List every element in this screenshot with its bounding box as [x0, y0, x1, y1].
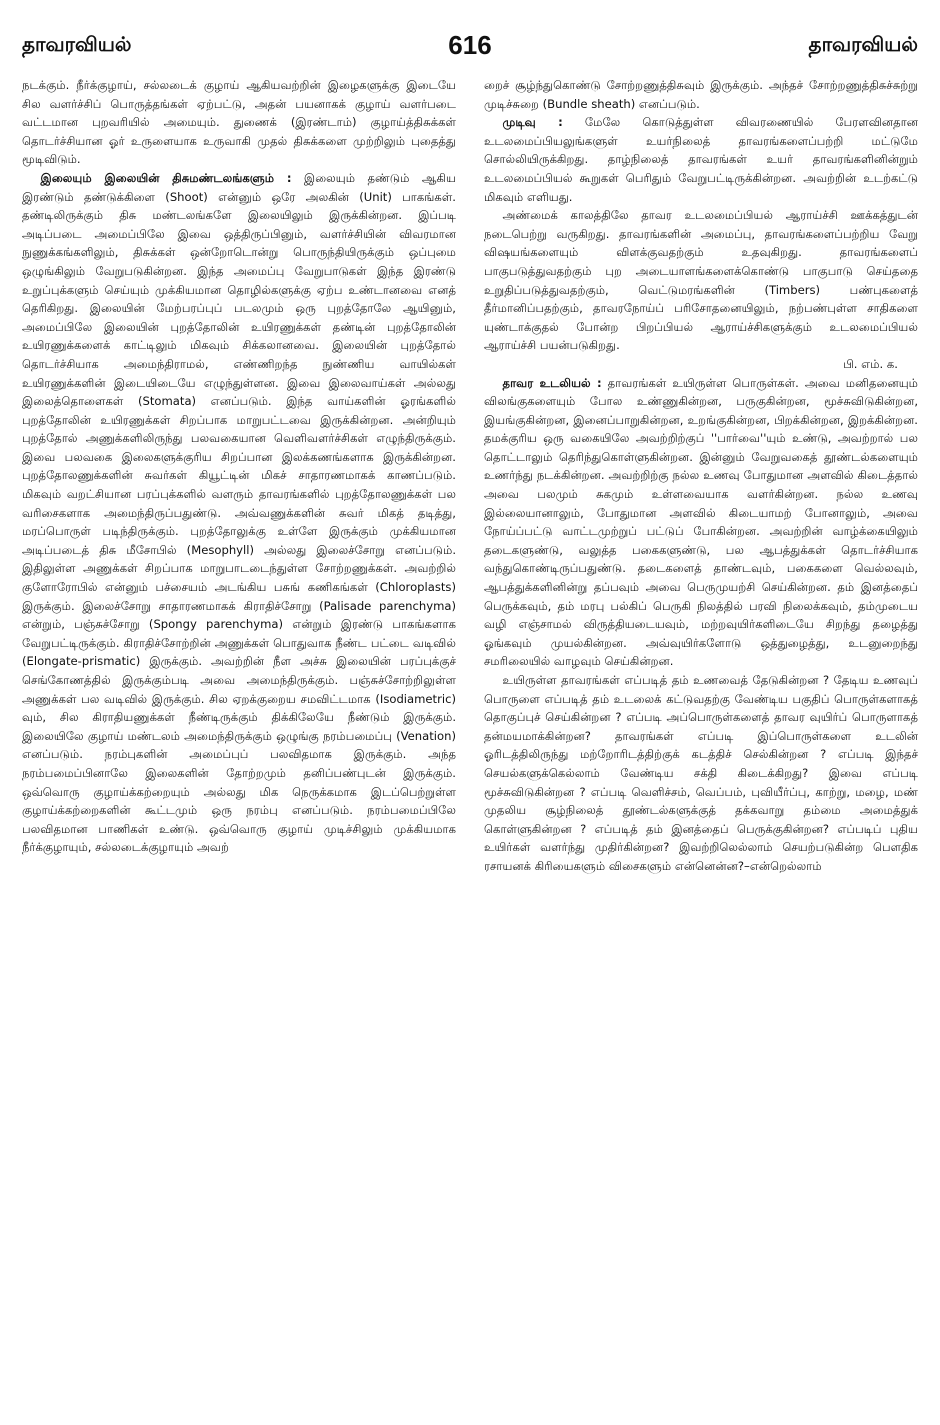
- section-heading-leaf-tissues: இலையும் இலையின் திசுமண்டலங்களும் :: [40, 170, 292, 185]
- page-header: [22, 30, 918, 64]
- right-column: [484, 76, 918, 1414]
- left-paragraph-2: [22, 169, 456, 857]
- running-title-left: தாவரவியல்: [22, 32, 132, 56]
- left-column: [22, 76, 456, 1414]
- right-paragraph-4: [484, 374, 918, 672]
- right-paragraph-2: [484, 113, 918, 206]
- right-paragraph-1: றைச் சூழ்ந்துகொண்டு சோற்றணுத்திசுவும் இருக்கும். அந்தச் சோற்றணுத்திசுச்சுற்று முடிச்சுறை (Bundle sheath) எனப்படும்.: [484, 78, 918, 111]
- page-number: 616: [448, 30, 492, 60]
- section-heading-plant-physiology: தாவர உடலியல் :: [502, 375, 602, 390]
- right-paragraph-2-body: மேலே கொடுத்துள்ள விவரணையில் பேரளவினதான உடலமைப்பியலுங்களுள் உயர்நிலைத் தாவரங்களைப்பற்றி மட்டுமே சொல்லியிருக்கிறது. தாழ்நிலைத் தாவரங்கள் உயர் தாவரங்களினின்றும் உடலமைப்பியல் கூறுகள் பெரிதும் வேறுபட்டிருக்கின்றன. அவற்றின் உடற்கட்டு மிகவும் எளியது.: [484, 115, 918, 204]
- running-title-right: தாவரவியல்: [808, 32, 918, 56]
- right-paragraph-5: உயிருள்ள தாவரங்கள் எப்படித் தம் உணவைத் தேடுகின்றன ? தேடிய உணவுப் பொருளை எப்படித் தம் உடலைக் கட்டுவதற்கு வேண்டிய பகுதிப் பொருள்களாகத் தொகுப்புச் செய்கின்றன ? எப்படி அப்பொருள்களைத் தாவர வுயிர்ப் பொருளாகத் தன்மயமாக்கின்றன? தாவரங்கள் எப்படி இப்பொருள்களை உடலின் ஓரிடத்திலிருந்து மற்றோரிடத்திற்குக் கடத்திச் செல்கின்றன ? எப்படி இந்தச் செயல்களுக்கெல்லாம் வேண்டிய சக்தி கிடைக்கிறது? இவை எப்படி மூச்சுவிடுகின்றன ? எப்படி வெளிச்சம், வெப்பம், புவியீர்ப்பு, காற்று, மழை, மண் முதலிய சூழ்நிலைத் தூண்டல்களுக்குத் தக்கவாறு தம்மை அமைத்துக் கொள்ளுகின்றன ? எப்படித் தம் இனத்தைப் பெருக்குகின்றன? எப்படிப் புதிய உயிர்கள் வளர்ந்து முதிர்கின்றன? இவற்றிலெல்லாம் செயற்படுகின்ற பௌதிக ரசாயனக் கிரியைகளும் விசைகளும் என்னென்ன?–என்றெல்லாம்: [484, 673, 918, 873]
- author-signature: பி. எம். க.: [843, 356, 898, 371]
- right-paragraph-3: அண்மைக் காலத்திலே தாவர உடலமைப்பியல் ஆராய்ச்சி ஊக்கத்துடன் நடைபெற்று வருகிறது. தாவரங்களின் அமைப்பு, தாவரங்களைப்பற்றிய வேறு விஷயங்களையும் விளக்குவதற்கும் உதவுகிறது. தாவரங்களைப் பாகுபடுத்துவதற்கும் புற அடையாளங்களைக்கொண்டு பாகுபாடு செய்ததை உறுதிப்படுத்துவதற்கும், வெட்டுமரங்களின் (Timbers) பண்புகளைத் தீர்மானிப்பதற்கும், தாவரநோய்ப் பரிசோதனையிலும், நற்பண்புள்ள சாதிகளை யுண்டாக்குதல் போன்ற பிறப்பியல் ஆராய்ச்சிகளுக்கும் உடலமைப்பியல் ஆராய்ச்சி பயன்படுகிறது.: [484, 208, 918, 353]
- right-paragraph-4-body: தாவரங்கள் உயிருள்ள பொருள்கள். அவை மனிதனையும் விலங்குகளையும் போல உண்ணுகின்றன, பருகுகின்றன, மூச்சுவிடுகின்றன, இயங்குகின்றன, இனைப்பாறுகின்றன, உறங்குகின்றன, பிறக்கின்றன, இறக்கின்றன. தமக்குரிய ஒரு வகையிலே அவற்றிற்குப் ''பார்வை''யும் உண்டு, அவற்றால் பல தொட்டாலும் தெரிந்துகொள்ளுகின்றன. இன்னும் வேறுவகைத் தூண்டல்களையும் உணர்ந்து நடக்கின்றன. அவற்றிற்கு நல்ல உணவு போதுமான அளவில் கிடைத்தால் அவை பலமும் சுகமும் உள்ளவையாக வளர்கின்றன. நல்ல உணவு இல்லையானாலும், போதுமான அளவில் கிடையாமற் போனாலும், அவை நோய்ப்பட்டு வாட்டமுற்றுப் பட்டுப் போகின்றன. அவற்றின் வாழ்க்கையிலும் தடைகளுண்டு, வலுத்த பகைகளுண்டு, பல ஆபத்துக்கள் தொடர்ச்சியாக வந்துகொண்டிருப்பதுண்டு. தடைகளைத் தாண்டவும், பகைகளை வெல்லவும், ஆபத்துக்களினின்று தப்பவும் அவை பெருமுயற்சி செய்கின்றன. தம் இனத்தைப் பெருக்கவும், தம் மரபு பல்கிப் பெருகி நிலத்தில் பரவி நிலைக்கவும், தம்முடைய வழி எஞ்சாமல் விருத்தியடையவும், மற்றவுயிர்களிடையே சிறந்து தழைத்து ஓங்கவும் முயல்கின்றன. அவ்வுயிர்களோடு ஒத்துழைத்து, உடனுறைந்து சமரிலையில் வாழவும் செய்கின்றன.: [484, 375, 918, 669]
- section-heading-conclusion: முடிவு :: [502, 115, 563, 130]
- left-paragraph-1: நடக்கும். நீர்க்குழாய், சல்லடைக் குழாய் ஆகியவற்றின் இழைகளுக்கு இடையே சில வளர்ச்சிப் பொருத்தங்கள் ஏற்பட்டு, அதன் பயனாகக் குழாய் வளர்படை வட்டமான புறவரியில் அமையும். துணைக் (இரண்டாம்) குழாய்த்திசுக்கள் தொடர்ச்சியான ஓர் உருளையாக உருவாகி முதல் திசுக்களை முற்றிலும் புதைத்து மூடிவிடும்.: [22, 78, 456, 167]
- left-paragraph-2-body: இலையும் தண்டும் ஆகிய இரண்டும் தண்டுக்கிளை (Shoot) என்னும் ஒரே அலகின் (Unit) பாகங்கள். தண்டிலிருக்கும் திசு மண்டலங்களே இலையிலும் இருக்கின்றன. இப்படி அடிப்படை அமைப்பிலே இவை ஒத்திருப்பினும், வளர்ச்சியின் விவரமான நுணுக்கங்களிலும், திசுக்கள் ஒன்றோடொன்று பொருந்தியிருக்கும் ஒப்புமை ஒழுங்கிலும் வேறுபடுகின்றன. இந்த அமைப்பு வேறுபாடுகள் இந்த இரண்டு உறுப்புக்களும் செய்யும் முக்கியமான தொழில்களுக்கு ஏற்ப உண்டானவை எனத் தெரிகிறது. இலையின் மேற்பரப்புப் படலமும் ஒரு புறத்தோலே ஆயினும், அமைப்பிலே இலையின் புறத்தோலின் உயிரணுக்கள் தண்டின் புறத்தோலின் உயிரணுக்களைக் காட்டிலும் மிகவும் சிக்கலானவை. இலையின் புறத்தோல் தொடர்ச்சியாக அமைந்திராமல், எண்ணிறந்த நுண்ணிய வாயில்கள் உயிரணுக்களின் இடையிடையே எழுந்துள்ளன. இவை இலைவாய்கள் அல்லது இலைத்தொளைகள் (Stomata) எனப்படும். இந்த வாய்களின் ஓரங்களில் புறத்தோலின் உயிரணுக்கள் சிறப்பாக மாறுபட்டவை இருக்கின்றன. அன்றியும் புறத்தோல் அணுக்களிலிருந்து பலவகையான வெளிவளர்ச்சிகள் எழுந்திருக்கும். இவை பலவகை இலைகளுக்குரிய சிறப்பான இலக்கணங்களாக இருக்கின்றன. புறத்தோலணுக்களின் சுவர்கள் கியூட்டின் மிகச் சாதாரணமாகக் காணப்படும். மிகவும் வறட்சியான பரப்புக்களில் வளரும் தாவரங்களில் புறத்தோலணுக்கள் பல வரிசைகளாக அமைந்திருப்பதுண்டு. அவ்வணுக்களின் சுவர் மிகத் தடித்து, மரப்பொருள் படிந்திருக்கும். புறத்தோலுக்கு உள்ளே இருக்கும் முக்கியமான அடிப்படைத் திசு மீசோபில் (Mesophyll) அல்லது இலைச்சோறு எனப்படும். இதிலுள்ள அணுக்கள் சிறப்பாக மாறுபாடடைந்துள்ள சோற்றணுக்கள். அவற்றில் குளோரோபில் என்னும் பச்சையம் அடங்கிய பசுங் கணிகங்கள் (Chloroplasts) இருக்கும். இலைச்சோறு சாதாரணமாகக் கிராதிச்சோறு (Palisade parenchyma) என்றும், பஞ்சுச்சோறு (Spongy parenchyma) என்றும் இரண்டு பாகங்களாக வேறுபட்டிருக்கும். கிராதிச்சோற்றின் அணுக்கள் பொதுவாக நீண்ட பட்டை வடிவில் (Elongate-prismatic) இருக்கும். அவற்றின் நீள அச்சு இலையின் பரப்புக்குச் செங்கோணத்தில் இருக்கும்படி அவை அமைந்திருக்கும். பஞ்சுச்சோற்றிலுள்ள அணுக்கள் பல வடிவில் இருக்கும். சில ஏறக்குறைய சமவிட்டமாக (Isodiametric) வும், சில கிராதியணுக்கள் நீண்டிருக்கும் திக்கிலேயே நீண்டும் இருக்கும். இலையிலே குழாய் மண்டலம் அமைந்திருக்கும் ஒழுங்கு நரம்பமைப்பு (Venation) எனப்படும். நரம்புகளின் அமைப்புப் பலவிதமாக இருக்கும். அந்த நரம்பமைப்பினாலே இலைகளின் தோற்றமும் தனிப்பண்புடன் இருக்கும். ஒவ்வொரு குழாய்க்கற்றையும் அல்லது மிக நெருக்கமாக இடப்பெற்றுள்ள குழாய்க்கற்றைகளின் கூட்டமும் ஒரு நரம்பு எனப்படும். நரம்பமைப்பிலே பலவிதமான பாணிகள் உண்டு. ஒவ்வொரு குழாய் முடிச்சிலும் முக்கியமாக நீர்க்குழாயும், சல்லடைக்குழாயும் அவற்: [22, 170, 456, 855]
